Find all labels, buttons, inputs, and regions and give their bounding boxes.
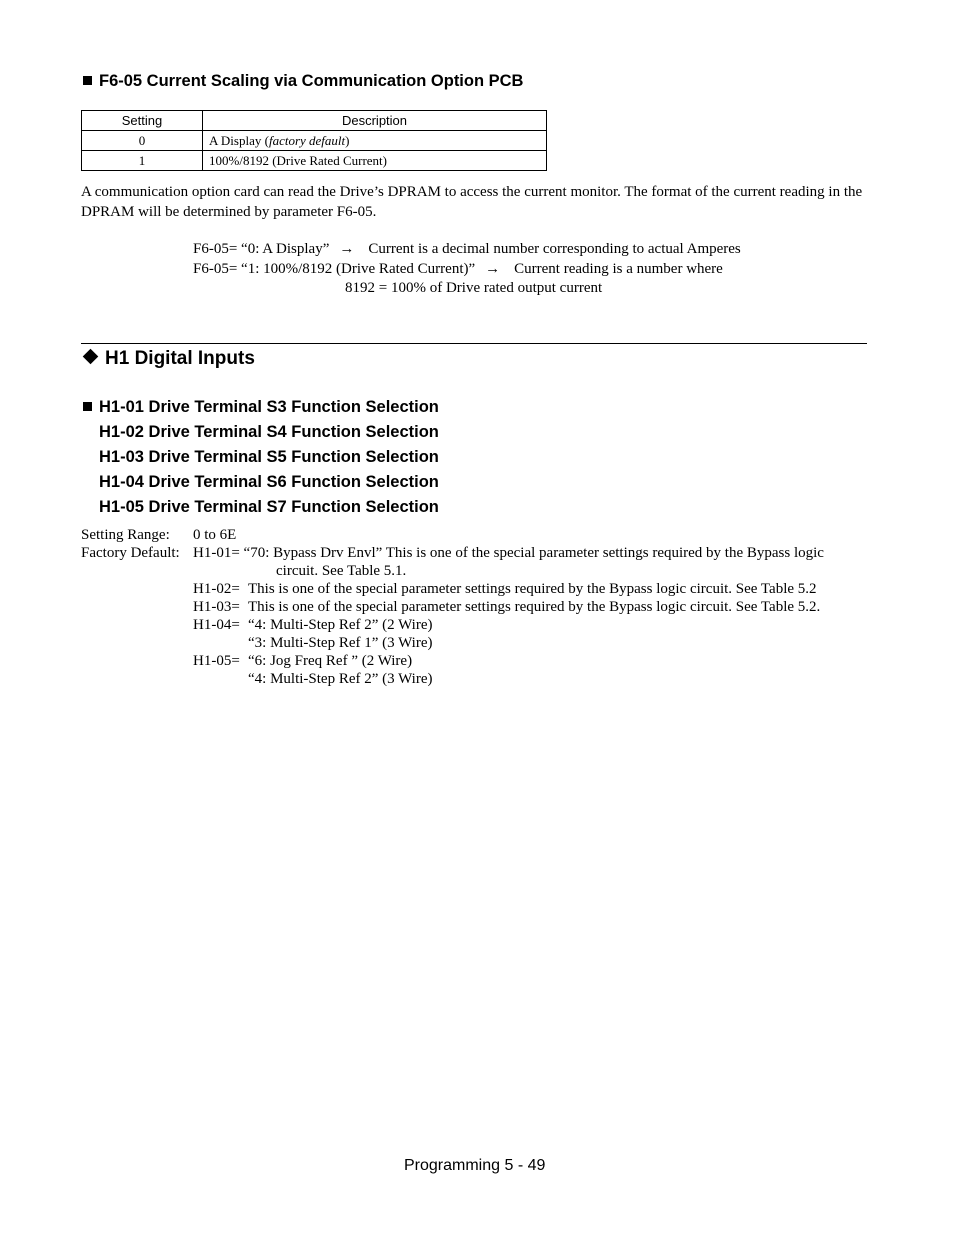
desc-text: ) [345, 132, 350, 148]
f6-05-line-1 [193, 260, 723, 278]
setting-range-value: 0 to 6E [193, 527, 237, 543]
bullet-square-icon [83, 76, 92, 85]
table-cell-setting: 0 [82, 131, 203, 151]
fd-h1-05-value-2: “4: Multi-Step Ref 2” (3 Wire) [248, 671, 433, 687]
f6-05-settings-table [81, 110, 547, 171]
arrow-right-icon: → [339, 240, 355, 257]
table-cell-setting: 1 [82, 151, 203, 171]
f6-05-paragraph: A communication option card can read the Drive’s DPRAM to access the current monitor. The format of the current reading in the DPRAM will be determined by parameter F6-05. [81, 184, 863, 220]
line-right-text: Current reading is a number where [514, 261, 723, 277]
table-header-setting: Setting [82, 111, 203, 131]
fd-h1-05-key: H1-05= [193, 653, 240, 669]
bullet-square-icon [83, 402, 92, 411]
h1-section-title-text: H1 Digital Inputs [105, 348, 255, 369]
factory-default-label: Factory Default: [81, 545, 180, 561]
fd-h1-03-key: H1-03= [193, 599, 240, 615]
fd-h1-04-value-2: “3: Multi-Step Ref 1” (3 Wire) [248, 635, 433, 651]
line-right-text: Current is a decimal number corresponding to actual Amperes [368, 241, 741, 257]
table-row [82, 151, 547, 171]
fd-h1-02-key: H1-02= [193, 581, 240, 597]
fd-h1-03-value: This is one of the special parameter settings required by the Bypass logic circuit. See Table 5.2. [248, 599, 821, 615]
table-cell-description: 100%/8192 (Drive Rated Current) [203, 151, 547, 171]
fd-h1-05-value-1: “6: Jog Freq Ref ” (2 Wire) [248, 653, 413, 669]
fd-h1-01-line-b: circuit. See Table 5.1. [276, 563, 407, 579]
line-left-text: F6-05= “1: 100%/8192 (Drive Rated Current)” [193, 261, 476, 277]
h1-04-heading: H1-04 Drive Terminal S6 Function Selection [99, 473, 439, 491]
table-cell-description [203, 131, 547, 151]
fd-h1-04-key: H1-04= [193, 617, 240, 633]
f6-05-heading [83, 72, 523, 91]
fd-h1-01-line-a: H1-01= “70: Bypass Drv Envl” This is one of the special parameter settings required by the Bypass logic [193, 545, 824, 561]
h1-02-heading: H1-02 Drive Terminal S4 Function Selection [99, 423, 439, 441]
heading-text: H1-01 Drive Terminal S3 Function Selection [99, 398, 439, 416]
page-footer: Programming 5 - 49 [404, 1157, 546, 1174]
f6-05-heading-text: F6-05 Current Scaling via Communication Option PCB [99, 72, 524, 90]
f6-05-line-0 [193, 240, 741, 258]
section-divider [81, 343, 867, 344]
arrow-right-icon: → [485, 260, 501, 277]
setting-range-label: Setting Range: [81, 527, 170, 543]
table-header-description: Description [203, 111, 547, 131]
desc-italic-text: factory default [268, 132, 346, 148]
diamond-bullet-icon [83, 349, 99, 365]
line-left-text: F6-05= “0: A Display” [193, 241, 330, 257]
h1-03-heading: H1-03 Drive Terminal S5 Function Selection [99, 448, 439, 466]
table-header-row [82, 111, 547, 131]
fd-h1-02-value: This is one of the special parameter settings required by the Bypass logic circuit. See Table 5.2 [248, 581, 817, 597]
fd-h1-04-value-1: “4: Multi-Step Ref 2” (2 Wire) [248, 617, 433, 633]
h1-01-heading [83, 398, 439, 417]
f6-05-line-2: 8192 = 100% of Drive rated output current [345, 280, 603, 296]
h1-05-heading: H1-05 Drive Terminal S7 Function Selection [99, 498, 439, 516]
h1-section-title [81, 348, 255, 370]
desc-text: A Display ( [209, 132, 269, 148]
table-row [82, 131, 547, 151]
